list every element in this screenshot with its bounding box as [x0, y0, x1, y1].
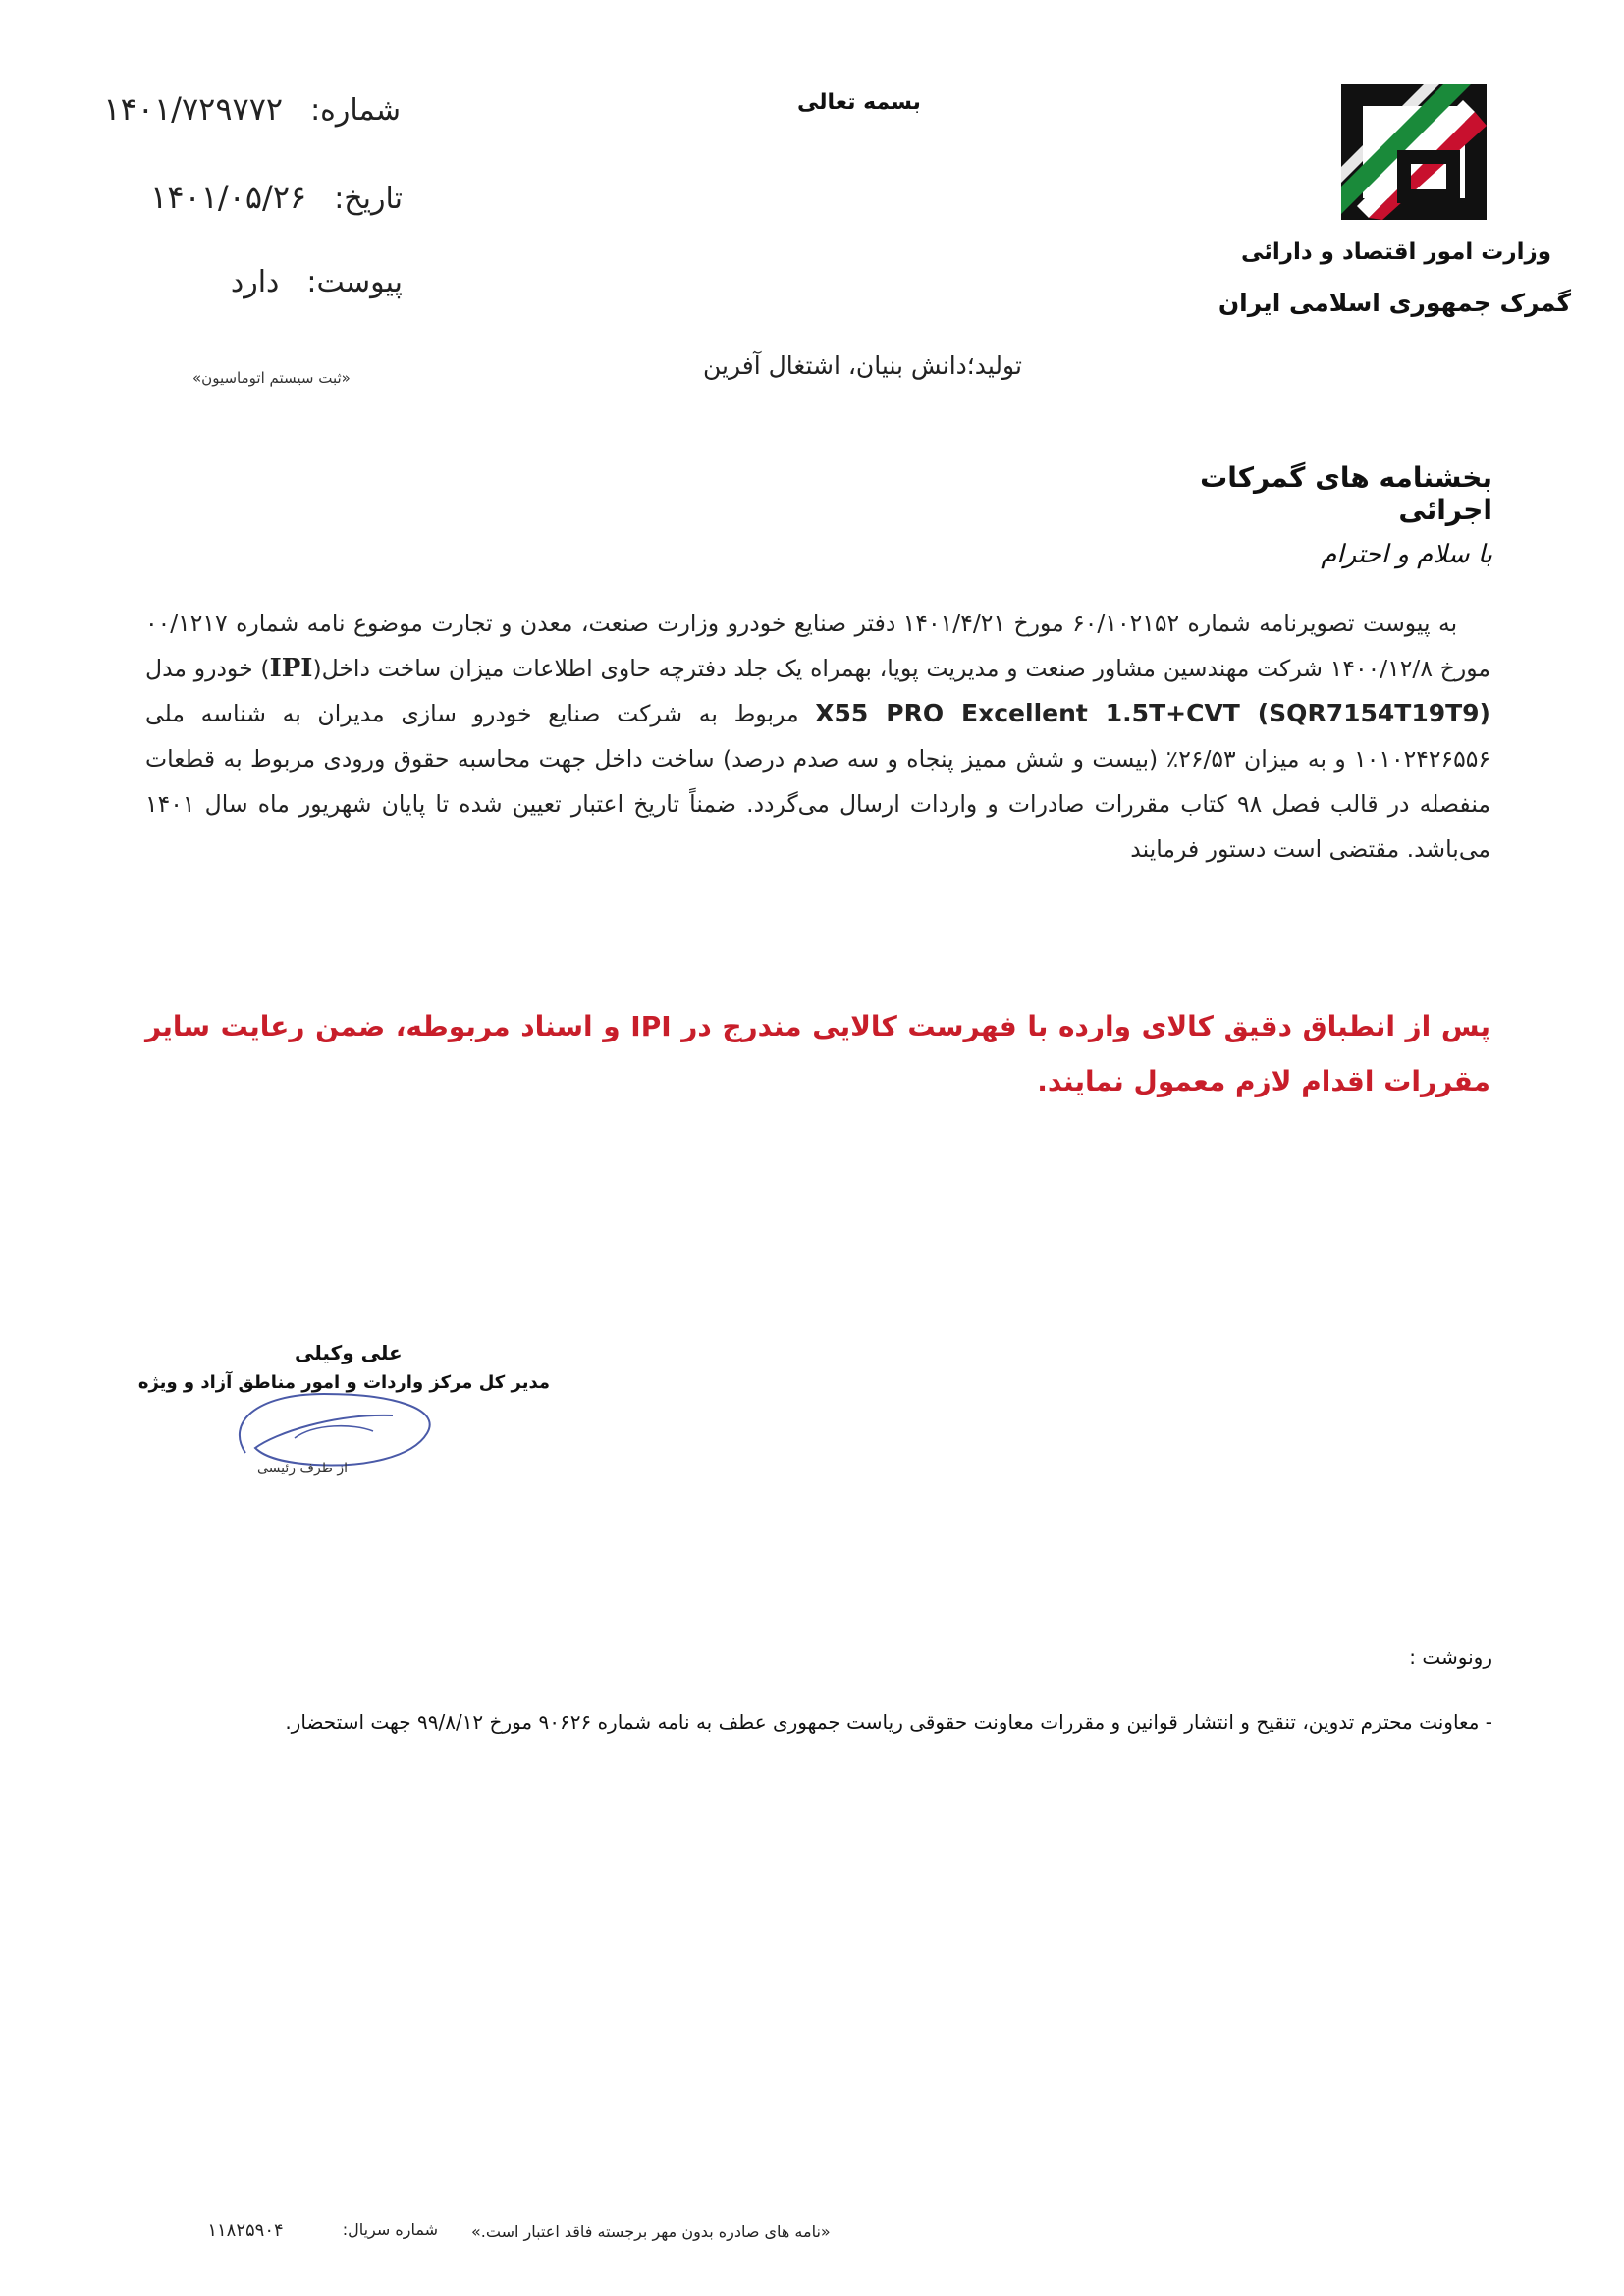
auto-registration-note: «ثبت سیستم اتوماسیون» [192, 369, 351, 387]
instruction-ipi: IPI [630, 1010, 672, 1042]
validity-notice: «نامه های صادره بدون مهر برجسته فاقد اعتبار است.» [471, 2222, 831, 2241]
recipient-heading: بخشنامه های گمرکات اجرائی [1200, 461, 1492, 526]
customs-logo [1335, 79, 1492, 226]
organization-name: گمرک جمهوری اسلامی ایران [1218, 289, 1571, 317]
letter-number [86, 90, 401, 128]
on-behalf-note: از طرف رئیسی [257, 1461, 348, 1476]
serial-number [173, 2220, 438, 2241]
basmala: بسمه تعالی [797, 90, 921, 115]
instruction-part2: و اسناد مربوطه، ضمن رعایت سایر مقررات اقدام لازم معمول نمایند. [145, 1010, 1490, 1097]
letter-date [108, 179, 403, 216]
serial-label: شماره سریال: [342, 2220, 438, 2239]
instruction-highlight [145, 999, 1490, 1109]
body-ipi: IPI [269, 654, 313, 683]
letter-date-value: ۱۴۰۱/۰۵/۲۶ [150, 179, 307, 216]
letter-body [145, 601, 1490, 872]
serial-value: ۱۱۸۲۵۹۰۴ [207, 2220, 284, 2241]
body-text-part1: به پیوست تصویرنامه شماره ۶۰/۱۰۲۱۵۲ مورخ ۱۴۰۱/۴/۲۱ دفتر صنایع خودرو وزارت صنعت، معدن و تجارت موضوع نامه شماره ۰۰/۱۲۱۷ مورخ ۱۴۰۰/۱۲/۸ شرکت مهندسین مشاور صنعت و مدیریت پویا، بهمراه یک جلد دفترچه حاوی اطلاعات میزان ساخت داخل( [145, 610, 1490, 682]
signatory-title: مدیر کل مرکز واردات و امور مناطق آزاد و ویژه [137, 1372, 550, 1393]
cc-label: رونوشت : [1409, 1645, 1492, 1669]
slogan: تولید؛دانش بنیان، اشتغال آفرین [703, 351, 1022, 380]
letter-date-label: تاریخ: [334, 182, 403, 216]
ministry-name: وزارت امور اقتصاد و دارائی [1240, 240, 1551, 265]
letter-number-value: ۱۴۰۱/۷۲۹۷۷۲ [103, 90, 284, 128]
attachment-value: دارد [230, 265, 280, 299]
letter-attachment [216, 265, 403, 299]
signatory-name: علی وکیلی [295, 1341, 403, 1364]
vehicle-model: X55 PRO Excellent 1.5T+CVT (SQR7154T19T9) [815, 699, 1490, 727]
salutation: با سلام و احترام [1321, 540, 1492, 569]
body-text-part2: ) خودرو مدل [145, 655, 270, 682]
letter-number-label: شماره: [310, 93, 401, 128]
cc-line: - معاونت محترم تدوین، تنقیح و انتشار قوانین و مقررات معاونت حقوقی ریاست جمهوری عطف به نامه شماره ۹۰۶۲۶ مورخ ۹۹/۸/۱۲ جهت استحضار. [285, 1710, 1492, 1734]
instruction-part1: پس از انطباق دقیق کالای وارده با فهرست کالایی مندرج در [671, 1010, 1490, 1042]
body-text-part3: مربوط به شرکت صنایع خودرو سازی مدیران به شناسه ملی ۱۰۱۰۲۴۲۶۵۵۶ و به میزان ۲۶/۵۳٪ (بیست و شش ممیز پنجاه و سه صدم درصد) ساخت داخل جهت محاسبه حقوق ورودی مربوط به قطعات منفصله در قالب فصل ۹۸ کتاب مقررات صادرات و واردات ارسال می‌گردد. ضمناً تاریخ اعتبار تعیین شده تا پایان شهریور ماه سال ۱۴۰۱ می‌باشد. مقتضی است دستور فرمایند [145, 700, 1490, 863]
attachment-label: پیوست: [306, 265, 403, 299]
